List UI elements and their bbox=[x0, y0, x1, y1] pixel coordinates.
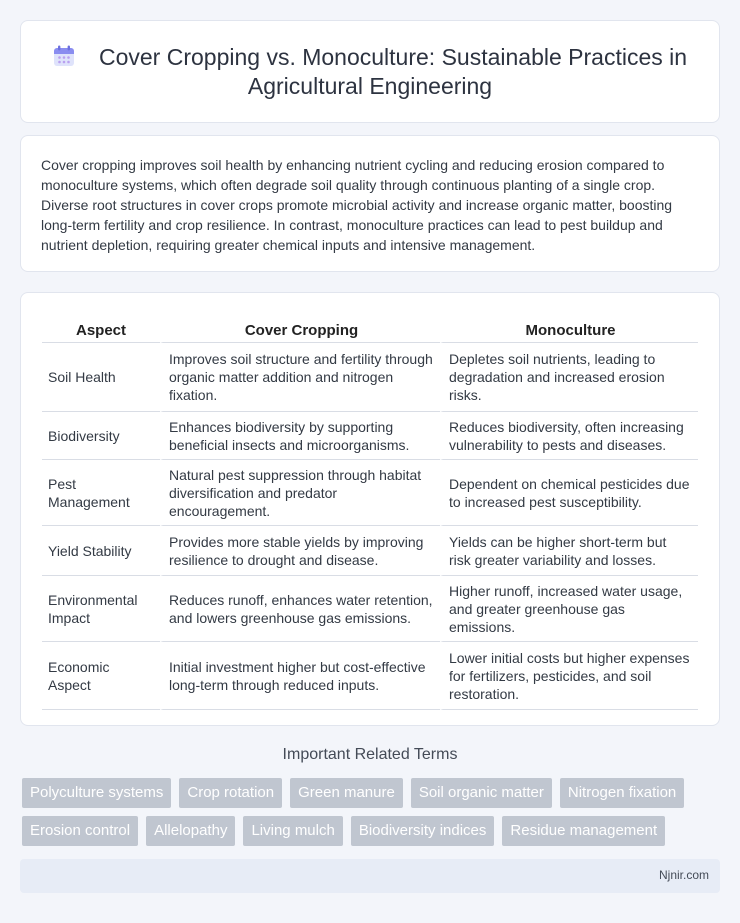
table-row bbox=[42, 526, 698, 576]
cell-mono: Lower initial costs but higher expenses for fertilizers, pesticides, and soil restoration. bbox=[440, 642, 698, 710]
cell-cover: Enhances biodiversity by supporting beneficial insects and microorganisms. bbox=[160, 412, 440, 460]
cell-aspect: Pest Management bbox=[42, 460, 160, 526]
table-row bbox=[42, 412, 698, 460]
cell-aspect: Economic Aspect bbox=[42, 642, 160, 710]
cell-aspect: Biodiversity bbox=[42, 412, 160, 460]
term-tag[interactable]: Residue management bbox=[502, 816, 665, 846]
page-title-text: Cover Cropping vs. Monoculture: Sustainable Practices in Agricultural Engineering bbox=[98, 43, 688, 99]
table-row bbox=[42, 642, 698, 710]
term-tag[interactable]: Green manure bbox=[290, 778, 403, 808]
term-tag[interactable]: Allelopathy bbox=[146, 816, 235, 846]
page-title bbox=[51, 43, 689, 101]
term-tag[interactable]: Soil organic matter bbox=[411, 778, 552, 808]
intro-card bbox=[20, 135, 720, 272]
cell-aspect: Yield Stability bbox=[42, 526, 160, 576]
related-terms-heading: Important Related Terms bbox=[282, 746, 458, 763]
term-tag[interactable]: Erosion control bbox=[22, 816, 138, 846]
cell-cover: Improves soil structure and fertility through organic matter addition and nitrogen fixation. bbox=[160, 343, 440, 412]
cell-aspect: Environmental Impact bbox=[42, 576, 160, 642]
cell-mono: Depletes soil nutrients, leading to degradation and increased erosion risks. bbox=[440, 343, 698, 412]
comparison-table bbox=[42, 313, 698, 710]
comparison-card bbox=[20, 292, 720, 726]
calendar-icon bbox=[53, 45, 75, 67]
term-tag[interactable]: Biodiversity indices bbox=[351, 816, 495, 846]
term-tag[interactable]: Crop rotation bbox=[179, 778, 282, 808]
cell-mono: Reduces biodiversity, often increasing vulnerability to pests and diseases. bbox=[440, 412, 698, 460]
footer bbox=[20, 859, 720, 893]
cell-mono: Higher runoff, increased water usage, and greater greenhouse gas emissions. bbox=[440, 576, 698, 642]
cell-cover: Initial investment higher but cost-effective long-term through reduced inputs. bbox=[160, 642, 440, 710]
table-row bbox=[42, 343, 698, 412]
cell-cover: Provides more stable yields by improving resilience to drought and disease. bbox=[160, 526, 440, 576]
header-cover-cropping: Cover Cropping bbox=[160, 313, 440, 343]
header-card bbox=[20, 20, 720, 123]
term-tag[interactable]: Polyculture systems bbox=[22, 778, 171, 808]
table-row bbox=[42, 460, 698, 526]
term-tag[interactable]: Living mulch bbox=[243, 816, 342, 846]
intro-paragraph: Cover cropping improves soil health by enhancing nutrient cycling and reducing erosion compared to monoculture systems, which often degrade soil quality through continuous planting of a single crop. Diverse root structures in cover crops promote microbial activity and increase organic matter, boosting long-term fertility and crop resilience. In contrast, monoculture practices can lead to pest buildup and nutrient depletion, requiring greater chemical inputs and intensive management. bbox=[41, 157, 673, 253]
header-aspect: Aspect bbox=[42, 313, 160, 343]
cell-cover: Reduces runoff, enhances water retention, and lowers greenhouse gas emissions. bbox=[160, 576, 440, 642]
cell-cover: Natural pest suppression through habitat diversification and predator encouragement. bbox=[160, 460, 440, 526]
related-terms-list bbox=[22, 778, 722, 854]
footer-site-link[interactable]: Njnir.com bbox=[658, 868, 709, 882]
header-monoculture: Monoculture bbox=[440, 313, 698, 343]
table-header-row bbox=[42, 313, 698, 343]
term-tag[interactable]: Nitrogen fixation bbox=[560, 778, 684, 808]
cell-mono: Yields can be higher short-term but risk greater variability and losses. bbox=[440, 526, 698, 576]
table-row bbox=[42, 576, 698, 642]
cell-aspect: Soil Health bbox=[42, 343, 160, 412]
cell-mono: Dependent on chemical pesticides due to increased pest susceptibility. bbox=[440, 460, 698, 526]
